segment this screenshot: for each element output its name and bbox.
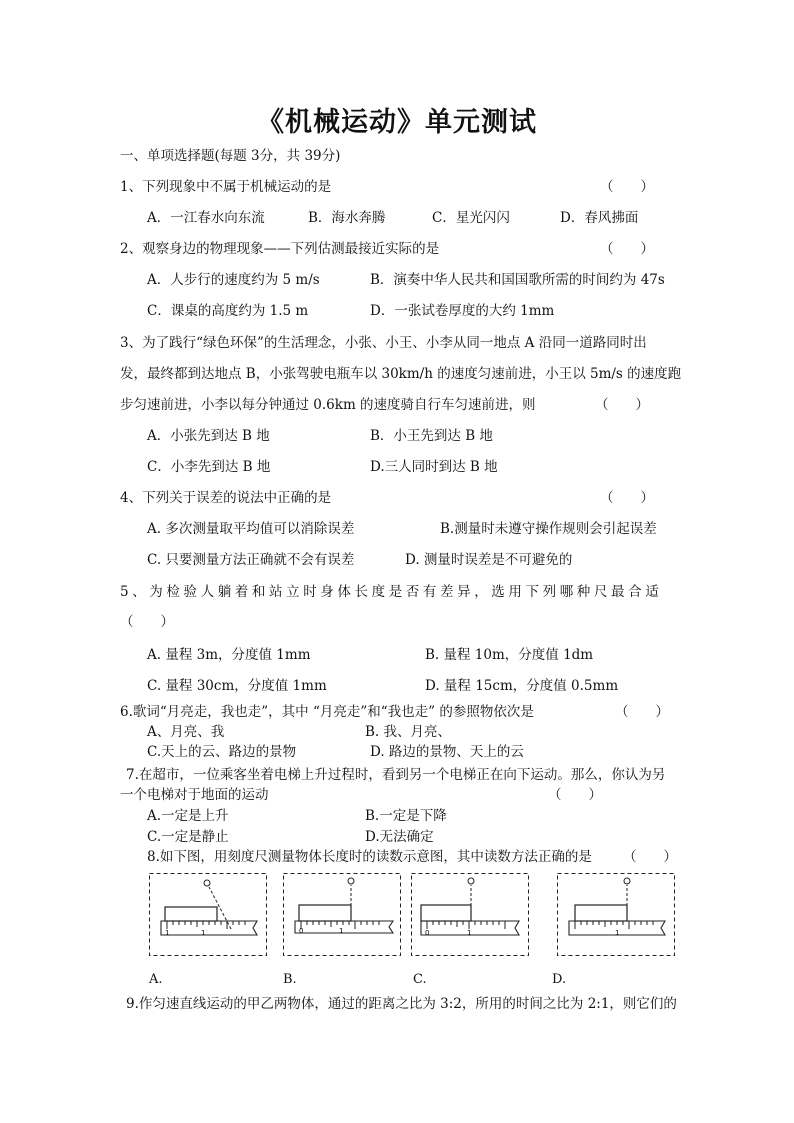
answer-blank: （ ） (600, 179, 654, 195)
svg-text:1: 1 (615, 929, 620, 937)
option-d: D.三人同时到达 B 地 (370, 459, 498, 475)
question-5-stem: 5、为检验人躺着和站立时身体长度是否有差异，选用下列哪种尺最合适 (120, 584, 663, 600)
question-4-stem: 4、下列关于误差的说法中正确的是 (120, 490, 332, 506)
svg-text:0: 0 (425, 929, 430, 937)
question-7-line-1: 7.在超市，一位乘客坐着电梯上升过程时，看到另一个电梯正在向下运动。那么，你认为另 (126, 767, 666, 783)
ruler-figure-a (149, 873, 267, 956)
figure-label-d: D. (552, 972, 567, 987)
question-9-stem: 9.作匀速直线运动的甲乙两物体，通过的距离之比为 3:2，所用的时间之比为 2:1，则它们的 (126, 996, 677, 1012)
option-d: D．一张试卷厚度的大约 1mm (370, 303, 555, 319)
option-a: A. 量程 3m，分度值 1mm (147, 647, 311, 663)
option-d: D. 路边的景物、天上的云 (370, 744, 524, 760)
answer-blank: （ ） (623, 849, 677, 865)
option-a: A、月亮、我 (147, 724, 225, 740)
option-d: D.无法确定 (365, 829, 434, 845)
option-c: C．星光闪闪 (432, 210, 510, 226)
option-b: B.测量时未遵守操作规则会引起误差 (440, 521, 657, 537)
ruler-figure-b (283, 873, 401, 956)
option-b: B．小王先到达 B 地 (370, 428, 493, 444)
option-b: B. 量程 10m，分度值 1dm (425, 647, 594, 663)
svg-text:1: 1 (201, 929, 206, 937)
option-d: D．春风拂面 (560, 210, 639, 226)
answer-blank: （ ） (615, 704, 669, 720)
option-b: B. 我、月亮、 (365, 724, 452, 740)
question-6-stem: 6.歌词“月亮走，我也走”，其中 “月亮走”和“我也走” 的参照物依次是 (120, 704, 534, 720)
option-b: B．演奏中华人民共和国国歌所需的时间约为 47s (370, 272, 665, 288)
question-8-stem: 8.如下图，用刻度尺测量物体长度时的读数示意图，其中读数方法正确的是 (147, 849, 592, 865)
answer-blank: （ ） (600, 241, 654, 257)
svg-text:1: 1 (339, 927, 344, 935)
svg-text:1: 1 (467, 929, 472, 937)
option-a: A．人步行的速度约为 5 m/s (147, 272, 320, 288)
question-3-line-1: 3、为了践行“绿色环保”的生活理念，小张、小王、小李从同一地点 A 沿同一道路同时出 (120, 335, 647, 351)
option-c: C.一定是静止 (147, 829, 229, 845)
answer-blank: （ ） (595, 397, 649, 413)
svg-text:0: 0 (299, 927, 304, 935)
question-3-line-2: 发，最终都到达地点 B，小张驾驶电瓶车以 30km/h 的速度匀速前进，小王以 5m/s 的速度跑 (120, 366, 682, 382)
option-c: C.天上的云、路边的景物 (147, 744, 297, 760)
option-a: A．一江春水向东流 (147, 210, 265, 226)
section-heading: 一、单项选择题(每题 3分，共 39分) (120, 148, 341, 164)
question-3-line-3: 步匀速前进，小李以每分钟通过 0.6km 的速度骑自行车匀速前进，则 (120, 397, 536, 413)
option-b: B.一定是下降 (365, 808, 447, 824)
figure-label-b: B. (283, 972, 297, 987)
answer-blank: （ ） (600, 490, 654, 506)
option-d: D. 测量时误差是不可避免的 (405, 552, 573, 568)
option-c: C. 只要测量方法正确就不会有误差 (147, 552, 355, 568)
ruler-figure-c (411, 873, 529, 956)
svg-text:1: 1 (165, 929, 170, 937)
option-d: D. 量程 15cm，分度值 0.5mm (425, 678, 619, 694)
option-b: B．海水奔腾 (308, 210, 386, 226)
question-2-stem: 2、观察身边的物理现象——下列估测最接近实际的是 (120, 241, 440, 257)
option-c: C．课桌的高度约为 1.5 m (147, 303, 309, 319)
question-7-line-2: 一个电梯对于地面的运动 (120, 787, 269, 803)
answer-blank: （ ） (548, 787, 602, 803)
figure-label-a: A. (149, 972, 163, 987)
option-a: A. 多次测量取平均值可以消除误差 (147, 521, 355, 537)
page-title: 《机械运动》单元测试 (257, 107, 537, 138)
option-a: A.一定是上升 (147, 808, 229, 824)
option-a: A．小张先到达 B 地 (147, 428, 270, 444)
question-1-stem: 1、下列现象中不属于机械运动的是 (120, 179, 332, 195)
option-c: C．小李先到达 B 地 (147, 459, 271, 475)
option-c: C. 量程 30cm，分度值 1mm (147, 678, 327, 694)
answer-blank: （ ） (120, 614, 174, 630)
figure-label-c: C. (413, 972, 427, 987)
ruler-figure-d (557, 873, 675, 956)
